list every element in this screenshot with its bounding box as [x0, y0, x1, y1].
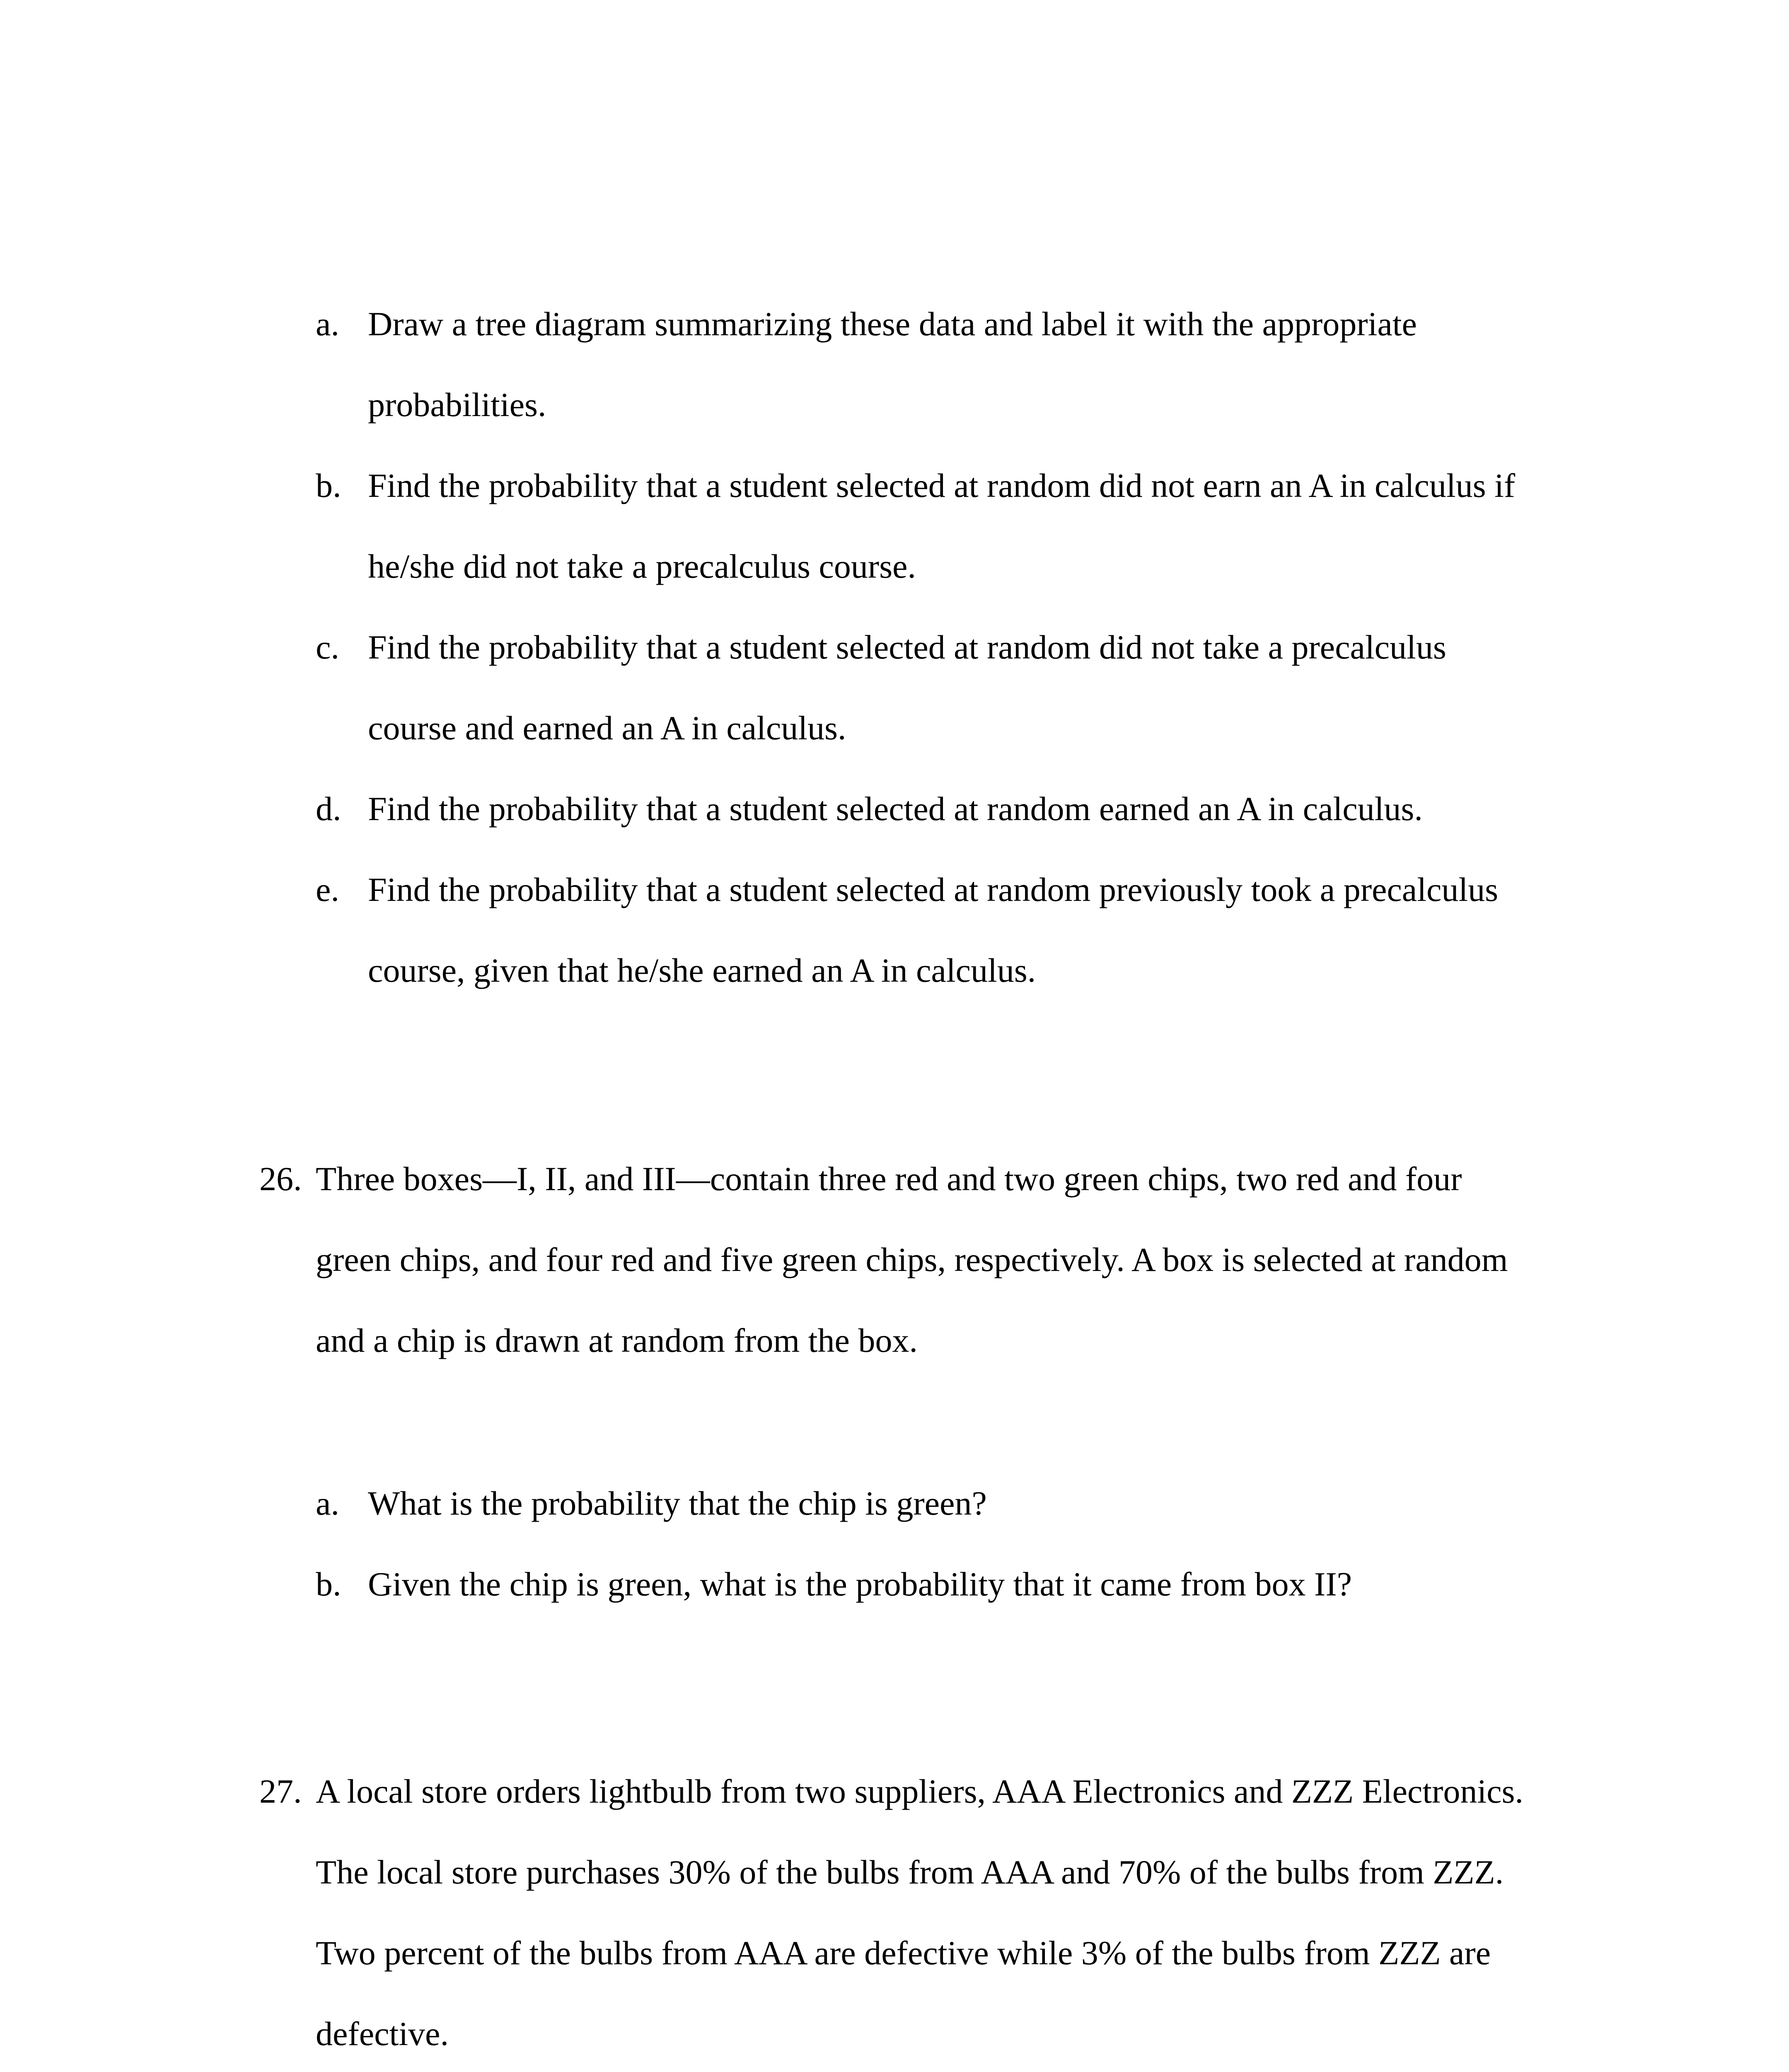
part-a-line-2: probabilities. — [368, 386, 546, 424]
part-marker-b: b. — [316, 467, 341, 504]
question-27-line-1: A local store orders lightbulb from two suppliers, AAA Electronics and ZZZ Electronics. — [316, 1772, 1523, 1810]
question-26-part-b: Given the chip is green, what is the probability that it came from box II? — [368, 1565, 1352, 1603]
part-b-line-2: he/she did not take a precalculus course. — [368, 547, 916, 585]
part-c-line-1: Find the probability that a student selected at random did not take a precalculus — [368, 628, 1446, 666]
part-c-line-2: course and earned an A in calculus. — [368, 709, 846, 747]
question-27-line-2: The local store purchases 30% of the bulbs from AAA and 70% of the bulbs from ZZZ. — [316, 1853, 1504, 1891]
question-26-line-3: and a chip is drawn at random from the box. — [316, 1322, 918, 1359]
question-27-number: 27. — [259, 1772, 302, 1810]
question-27-line-3: Two percent of the bulbs from AAA are defective while 3% of the bulbs from ZZZ are — [316, 1934, 1491, 1972]
question-26-part-marker-b: b. — [316, 1565, 341, 1603]
part-a-line-1: Draw a tree diagram summarizing these data and label it with the appropriate — [368, 305, 1417, 343]
part-d-line-1: Find the probability that a student selected at random earned an A in calculus. — [368, 790, 1423, 828]
question-26-part-marker-a: a. — [316, 1484, 339, 1522]
part-e-line-2: course, given that he/she earned an A in calculus. — [368, 951, 1036, 989]
question-27-line-4: defective. — [316, 2015, 449, 2053]
question-26-line-1: Three boxes—I, II, and III—contain three red and two green chips, two red and four — [316, 1160, 1462, 1198]
question-26-number: 26. — [259, 1160, 302, 1198]
part-b-line-1: Find the probability that a student selected at random did not earn an A in calculus if — [368, 467, 1516, 504]
part-e-line-1: Find the probability that a student selected at random previously took a precalculus — [368, 871, 1499, 908]
question-26-line-2: green chips, and four red and five green chips, respectively. A box is selected at random — [316, 1241, 1508, 1278]
part-marker-a: a. — [316, 305, 339, 343]
part-marker-c: c. — [316, 628, 339, 666]
question-26-part-a: What is the probability that the chip is green? — [368, 1484, 987, 1522]
part-marker-d: d. — [316, 790, 341, 828]
part-marker-e: e. — [316, 871, 339, 908]
